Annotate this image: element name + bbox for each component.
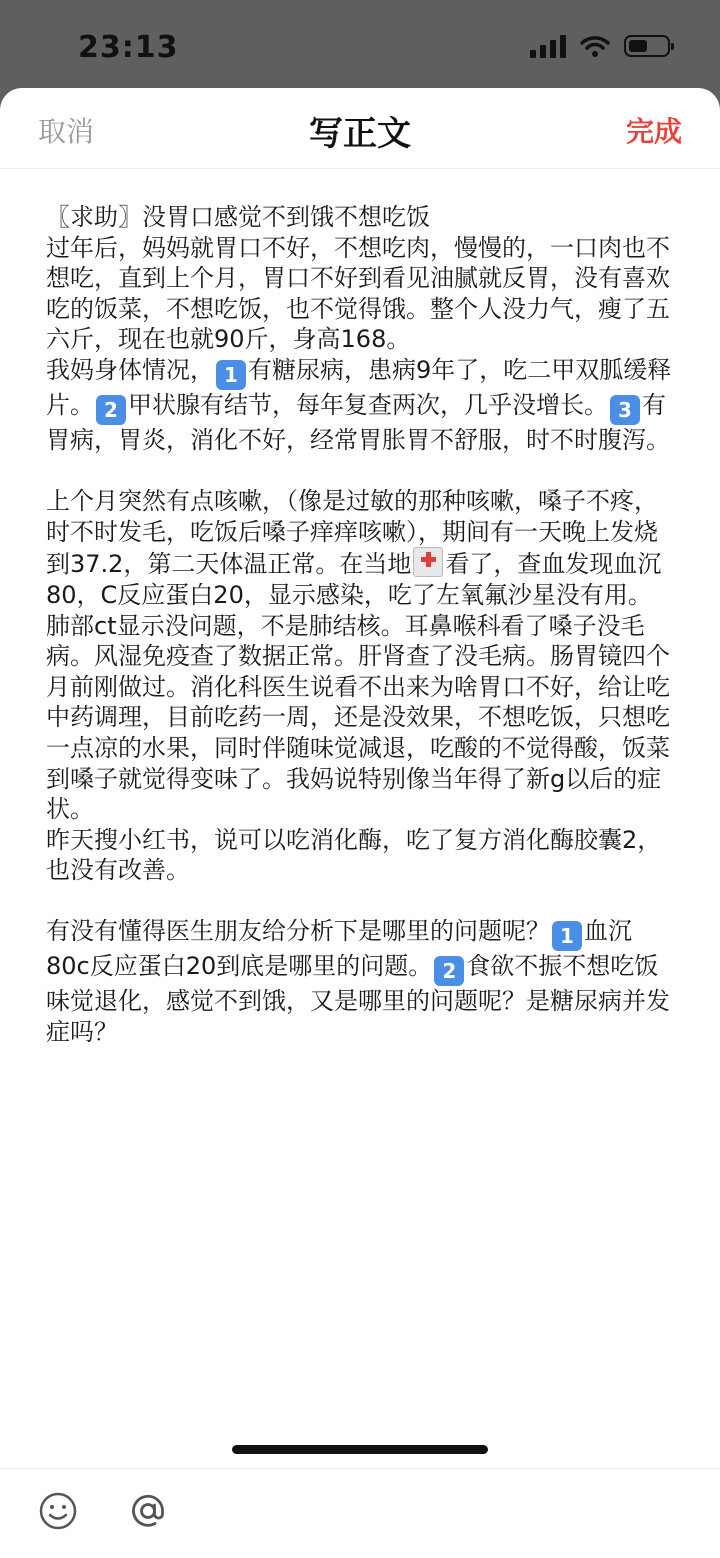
wifi-icon: [580, 34, 610, 58]
nav-bar: [0, 88, 720, 169]
done-button[interactable]: 完成: [625, 115, 682, 148]
post-title: 〖求助〗没胃口感觉不到饿不想吃饭: [46, 203, 430, 231]
compose-sheet: [0, 88, 720, 1558]
paragraph-5: 有没有懂得医生朋友给分析下是哪里的问题呢？ 1 血沉80c反应蛋白20到底是哪里的问题。 2 食欲不振不想吃饭味觉退化，感觉不到饿，又是哪里的问题呢？是糖尿病并发症吗？: [46, 917, 670, 1047]
number-three-icon: 3: [610, 395, 640, 425]
number-one-icon: 1: [552, 921, 582, 951]
bottom-toolbar: [0, 1468, 720, 1558]
battery-icon: [624, 35, 670, 57]
page-title: 写正文: [309, 114, 411, 154]
home-indicator: [232, 1445, 488, 1454]
signal-icon: [530, 34, 566, 58]
status-time: 23:13: [78, 30, 179, 65]
paragraph-2: 我妈身体情况， 1 有糖尿病，患病9年了，吃二甲双胍缓释片。 2 甲状腺有结节，每年复查两次，几乎没增长。 3 有胃病，胃炎，消化不好，经常胃胀胃不舒服，时不时腹泻。: [46, 355, 672, 454]
number-one-icon: 1: [216, 360, 246, 390]
at-icon[interactable]: [128, 1491, 168, 1531]
hospital-icon: [413, 547, 443, 577]
status-icons: [530, 34, 670, 58]
post-body-editor[interactable]: [46, 202, 672, 1048]
paragraph-4: 昨天搜小红书，说可以吃消化酶，吃了复方消化酶胶囊2，也没有改善。: [46, 825, 662, 885]
number-two-icon: 2: [96, 395, 126, 425]
number-two-icon: 2: [434, 956, 464, 986]
paragraph-1: 过年后，妈妈就胃口不好，不想吃肉，慢慢的，一口肉也不想吃，直到上个月，胃口不好到看见油腻就反胃，没有喜欢吃的饭菜，不想吃饭，也不觉得饿。整个人没力气，瘦了五六斤，现在也就90斤，身高168。: [46, 233, 670, 354]
cancel-button[interactable]: 取消: [38, 115, 95, 148]
paragraph-3: 上个月突然有点咳嗽，（像是过敏的那种咳嗽，嗓子不疼，时不时发毛，吃饭后嗓子痒痒咳嗽），期间有一天晚上发烧到37.2，第二天体温正常。在当地 看了，查血发现血沉80，C反应蛋白20，显示感染，吃了左氧氟沙星没有用。肺部ct显示没问题，不是肺结核。耳鼻喉科看了嗓子没毛病。风湿免疫查了数据正常。肝肾查了没毛病。肠胃镜四个月前刚做过。消化科医生说看不出来为啥胃口不好，给让吃中药调理，目前吃药一周，还是没效果，不想吃饭，只想吃一点凉的水果，同时伴随味觉减退，吃酸的不觉得酸，饭菜到嗓子就觉得变味了。我妈说特别像当年得了新g以后的症状。: [46, 487, 670, 824]
emoji-icon[interactable]: [38, 1491, 78, 1531]
status-bar: [0, 0, 720, 90]
